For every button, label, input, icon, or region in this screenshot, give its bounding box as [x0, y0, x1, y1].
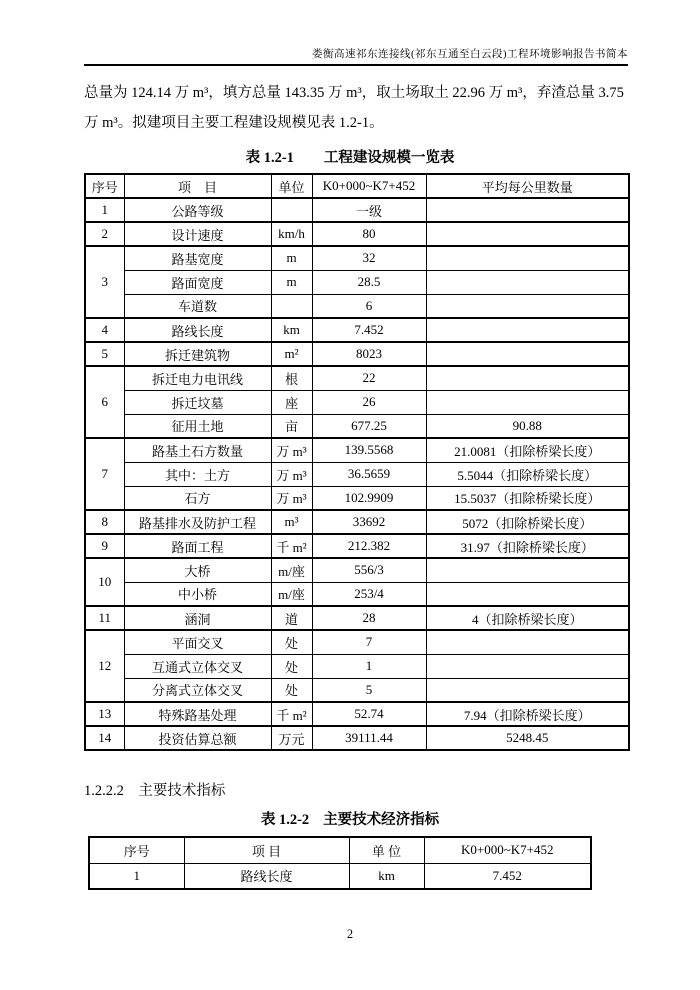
cell-avg: 90.88 — [426, 414, 629, 438]
cell-unit: m/座 — [271, 582, 312, 606]
cell-unit: 根 — [271, 366, 312, 390]
cell-value: 139.5568 — [312, 438, 426, 462]
paragraph-line: 万 m³。拟建项目主要工程建设规模见表 1.2-1。 — [84, 115, 384, 131]
cell-value: 8023 — [312, 342, 426, 366]
table-row — [85, 318, 629, 342]
cell-no: 11 — [85, 606, 124, 630]
cell-avg: 7.94（扣除桥梁长度） — [426, 702, 629, 726]
cell-avg — [426, 246, 629, 270]
table-row — [85, 390, 629, 414]
column-header-no: 序号 — [89, 837, 184, 863]
paragraph-line: 总量为 124.14 万 m³，填方总量 143.35 万 m³，取土场取土 22.96 万 m³，弃渣总量 3.75 — [84, 85, 624, 101]
cell-value: 102.9909 — [312, 486, 426, 510]
table-row — [85, 462, 629, 486]
cell-value: 36.5659 — [312, 462, 426, 486]
cell-item: 拆迁建筑物 — [124, 342, 271, 366]
cell-avg — [426, 318, 629, 342]
cell-avg — [426, 678, 629, 702]
cell-unit: m² — [271, 342, 312, 366]
cell-item: 路线长度 — [124, 318, 271, 342]
cell-unit: 处 — [271, 630, 312, 654]
table-header-row — [85, 174, 629, 198]
cell-no: 4 — [85, 318, 124, 342]
table1-caption-text: 工程建设规模一览表 — [323, 150, 455, 166]
cell-no: 1 — [89, 863, 184, 889]
cell-avg — [426, 582, 629, 606]
table-row — [85, 342, 629, 366]
cell-avg: 31.97（扣除桥梁长度） — [426, 534, 629, 558]
table2-caption — [0, 808, 700, 829]
cell-item: 分离式立体交叉 — [124, 678, 271, 702]
cell-unit: m — [271, 270, 312, 294]
cell-no: 10 — [85, 558, 124, 606]
cell-unit — [271, 294, 312, 318]
cell-item: 路线长度 — [184, 863, 349, 889]
column-header-avg: 平均每公里数量 — [426, 174, 629, 198]
cell-item: 大桥 — [124, 558, 271, 582]
cell-value: 32 — [312, 246, 426, 270]
cell-no: 14 — [85, 726, 124, 750]
cell-avg — [426, 366, 629, 390]
cell-unit: m³ — [271, 510, 312, 534]
cell-item: 拆迁电力电讯线 — [124, 366, 271, 390]
cell-value: 253/4 — [312, 582, 426, 606]
cell-avg — [426, 294, 629, 318]
cell-value: 52.74 — [312, 702, 426, 726]
cell-unit: 处 — [271, 678, 312, 702]
cell-item: 路基排水及防护工程 — [124, 510, 271, 534]
table-row — [85, 630, 629, 654]
table1-caption — [0, 146, 700, 167]
cell-item: 中小桥 — [124, 582, 271, 606]
cell-no: 1 — [85, 198, 124, 222]
cell-avg — [426, 558, 629, 582]
cell-avg — [426, 222, 629, 246]
cell-unit: km/h — [271, 222, 312, 246]
cell-value: 80 — [312, 222, 426, 246]
cell-unit: km — [271, 318, 312, 342]
cell-unit: 万元 — [271, 726, 312, 750]
table-row — [85, 702, 629, 726]
cell-unit: 千 m² — [271, 534, 312, 558]
cell-avg — [426, 270, 629, 294]
cell-value: 556/3 — [312, 558, 426, 582]
cell-unit: 处 — [271, 654, 312, 678]
construction-scale-table — [84, 173, 630, 751]
cell-item: 设计速度 — [124, 222, 271, 246]
cell-value: 5 — [312, 678, 426, 702]
body-paragraph — [84, 78, 628, 138]
cell-avg — [426, 630, 629, 654]
table-row — [85, 198, 629, 222]
cell-unit — [271, 198, 312, 222]
cell-no: 9 — [85, 534, 124, 558]
table-row — [85, 438, 629, 462]
table-row — [85, 582, 629, 606]
cell-item: 互通式立体交叉 — [124, 654, 271, 678]
cell-avg — [426, 342, 629, 366]
cell-avg: 15.5037（扣除桥梁长度） — [426, 486, 629, 510]
table-header-row — [89, 837, 591, 863]
table-row — [85, 606, 629, 630]
cell-avg: 4（扣除桥梁长度） — [426, 606, 629, 630]
cell-item: 路基宽度 — [124, 246, 271, 270]
column-header-no: 序号 — [85, 174, 124, 198]
cell-unit: km — [349, 863, 424, 889]
cell-item: 特殊路基处理 — [124, 702, 271, 726]
table-row — [85, 222, 629, 246]
cell-item: 投资估算总额 — [124, 726, 271, 750]
table-row — [85, 510, 629, 534]
cell-avg — [426, 198, 629, 222]
table-row — [85, 414, 629, 438]
table1-caption-label: 表 1.2-1 — [245, 150, 294, 166]
table-row — [85, 678, 629, 702]
page-number: 2 — [346, 927, 354, 941]
cell-item: 平面交叉 — [124, 630, 271, 654]
table-row — [89, 863, 591, 889]
cell-unit: m/座 — [271, 558, 312, 582]
cell-item: 路基土石方数量 — [124, 438, 271, 462]
cell-no: 2 — [85, 222, 124, 246]
cell-unit: 万 m³ — [271, 486, 312, 510]
table-row — [85, 726, 629, 750]
cell-no: 5 — [85, 342, 124, 366]
column-header-item: 项 目 — [184, 837, 349, 863]
cell-no: 13 — [85, 702, 124, 726]
cell-item: 路面宽度 — [124, 270, 271, 294]
column-header-unit: 单 位 — [349, 837, 424, 863]
table-row — [85, 558, 629, 582]
cell-value: 一级 — [312, 198, 426, 222]
cell-unit: 千 m² — [271, 702, 312, 726]
cell-no: 8 — [85, 510, 124, 534]
cell-item: 车道数 — [124, 294, 271, 318]
cell-value: 677.25 — [312, 414, 426, 438]
cell-value: 7.452 — [312, 318, 426, 342]
table-row — [85, 534, 629, 558]
cell-value: 7.452 — [424, 863, 591, 889]
cell-avg: 5248.45 — [426, 726, 629, 750]
cell-item: 公路等级 — [124, 198, 271, 222]
cell-value: 28 — [312, 606, 426, 630]
cell-item: 石方 — [124, 486, 271, 510]
cell-item: 拆迁坟墓 — [124, 390, 271, 414]
cell-no: 6 — [85, 366, 124, 438]
table-row — [85, 246, 629, 270]
cell-avg — [426, 654, 629, 678]
cell-value: 33692 — [312, 510, 426, 534]
section-heading: 1.2.2.2 主要技术指标 — [84, 783, 226, 799]
cell-unit: 万 m³ — [271, 462, 312, 486]
column-header-value: K0+000~K7+452 — [312, 174, 426, 198]
table-row — [85, 294, 629, 318]
column-header-unit: 单位 — [271, 174, 312, 198]
cell-value: 212.382 — [312, 534, 426, 558]
cell-avg: 5.5044（扣除桥梁长度） — [426, 462, 629, 486]
cell-value: 1 — [312, 654, 426, 678]
cell-no: 3 — [85, 246, 124, 318]
column-header-value: K0+000~K7+452 — [424, 837, 591, 863]
cell-item: 其中：土方 — [124, 462, 271, 486]
cell-unit: m — [271, 246, 312, 270]
cell-no: 12 — [85, 630, 124, 702]
table-row — [85, 366, 629, 390]
cell-unit: 亩 — [271, 414, 312, 438]
table2-caption-text: 主要技术经济指标 — [323, 812, 440, 828]
table2-caption-label: 表 1.2-2 — [260, 812, 310, 828]
cell-unit: 座 — [271, 390, 312, 414]
table-row — [85, 270, 629, 294]
technical-indicators-table — [88, 836, 592, 890]
running-header-text: 娄衡高速祁东连接线(祁东互通至白云段)工程环境影响报告书简本 — [312, 49, 628, 60]
cell-value: 26 — [312, 390, 426, 414]
cell-avg — [426, 390, 629, 414]
column-header-item: 项 目 — [124, 174, 271, 198]
cell-value: 39111.44 — [312, 726, 426, 750]
cell-item: 涵洞 — [124, 606, 271, 630]
table-row — [85, 486, 629, 510]
cell-value: 28.5 — [312, 270, 426, 294]
running-header — [84, 46, 628, 66]
cell-value: 7 — [312, 630, 426, 654]
cell-item: 征用土地 — [124, 414, 271, 438]
cell-unit: 万 m³ — [271, 438, 312, 462]
table-row — [85, 654, 629, 678]
cell-unit: 道 — [271, 606, 312, 630]
cell-item: 路面工程 — [124, 534, 271, 558]
cell-value: 22 — [312, 366, 426, 390]
cell-no: 7 — [85, 438, 124, 510]
cell-value: 6 — [312, 294, 426, 318]
cell-avg: 5072（扣除桥梁长度） — [426, 510, 629, 534]
cell-avg: 21.0081（扣除桥梁长度） — [426, 438, 629, 462]
